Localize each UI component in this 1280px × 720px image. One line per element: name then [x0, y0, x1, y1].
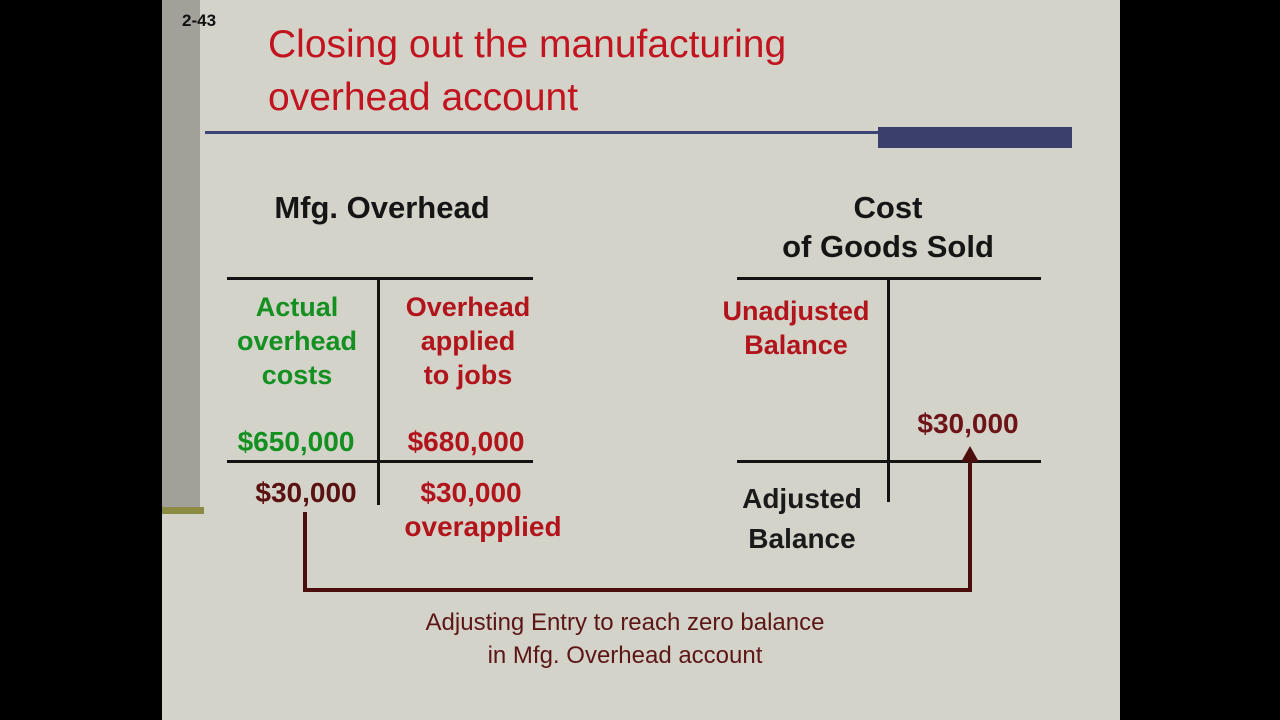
title-underline: [205, 131, 881, 134]
bracket-left-vertical: [303, 512, 307, 592]
mfg-t-divider-line: [377, 277, 380, 505]
slide-title: [268, 18, 786, 124]
title-accent-bar: [878, 127, 1072, 148]
cogs-adjusted-line2: Balance: [748, 523, 856, 554]
slide-canvas: [162, 0, 1120, 720]
mfg-credit-label: [406, 290, 531, 392]
mfg-t-top-line: [227, 277, 533, 280]
cogs-unadjusted-label: [722, 294, 869, 362]
cogs-t-divider-line: [887, 277, 890, 502]
cogs-unadjusted-line2: Balance: [744, 330, 848, 360]
mfg-debit-label-line3: costs: [261, 360, 333, 390]
caption-line2: in Mfg. Overhead account: [487, 642, 763, 669]
olive-accent-line: [162, 507, 204, 514]
mfg-debit-label-line1: Actual: [255, 292, 339, 322]
bracket-right-vertical: [968, 462, 972, 592]
cogs-title: [782, 188, 994, 266]
mfg-overhead-title: Mfg. Overhead: [274, 190, 490, 225]
mfg-debit-label: [237, 290, 357, 392]
cogs-title-line1: Cost: [853, 190, 923, 225]
slide-title-line2: overhead account: [268, 76, 579, 119]
mfg-debit-amount: $650,000: [237, 426, 355, 457]
slide-number: 2-43: [182, 11, 217, 30]
slide-title-line1: Closing out the manufacturing: [268, 23, 787, 66]
cogs-adjusted-label: [742, 479, 862, 559]
cogs-adjusted-line1: Adjusted: [742, 483, 862, 514]
mfg-credit-label-line3: to jobs: [423, 360, 513, 390]
cogs-totals-line: [737, 460, 1041, 463]
caption-line1: Adjusting Entry to reach zero balance: [425, 609, 825, 636]
mfg-credit-label-line1: Overhead: [405, 292, 531, 322]
mfg-debit-balance: $30,000: [255, 477, 357, 508]
left-gray-strip: [162, 0, 200, 508]
arrow-up-icon: [961, 446, 979, 462]
adjusting-entry-caption: [426, 606, 825, 672]
mfg-credit-amount: $680,000: [407, 426, 525, 457]
mfg-credit-balance-note: overapplied: [404, 511, 562, 542]
mfg-credit-label-line2: applied: [420, 326, 516, 356]
cogs-unadjusted-line1: Unadjusted: [722, 296, 870, 326]
cogs-title-line2: of Goods Sold: [782, 229, 994, 264]
mfg-debit-label-line2: overhead: [236, 326, 358, 356]
bracket-bottom-horizontal: [303, 588, 972, 592]
mfg-credit-balance: $30,000: [420, 477, 522, 508]
mfg-totals-line: [227, 460, 533, 463]
cogs-credit-amount: $30,000: [917, 408, 1019, 439]
